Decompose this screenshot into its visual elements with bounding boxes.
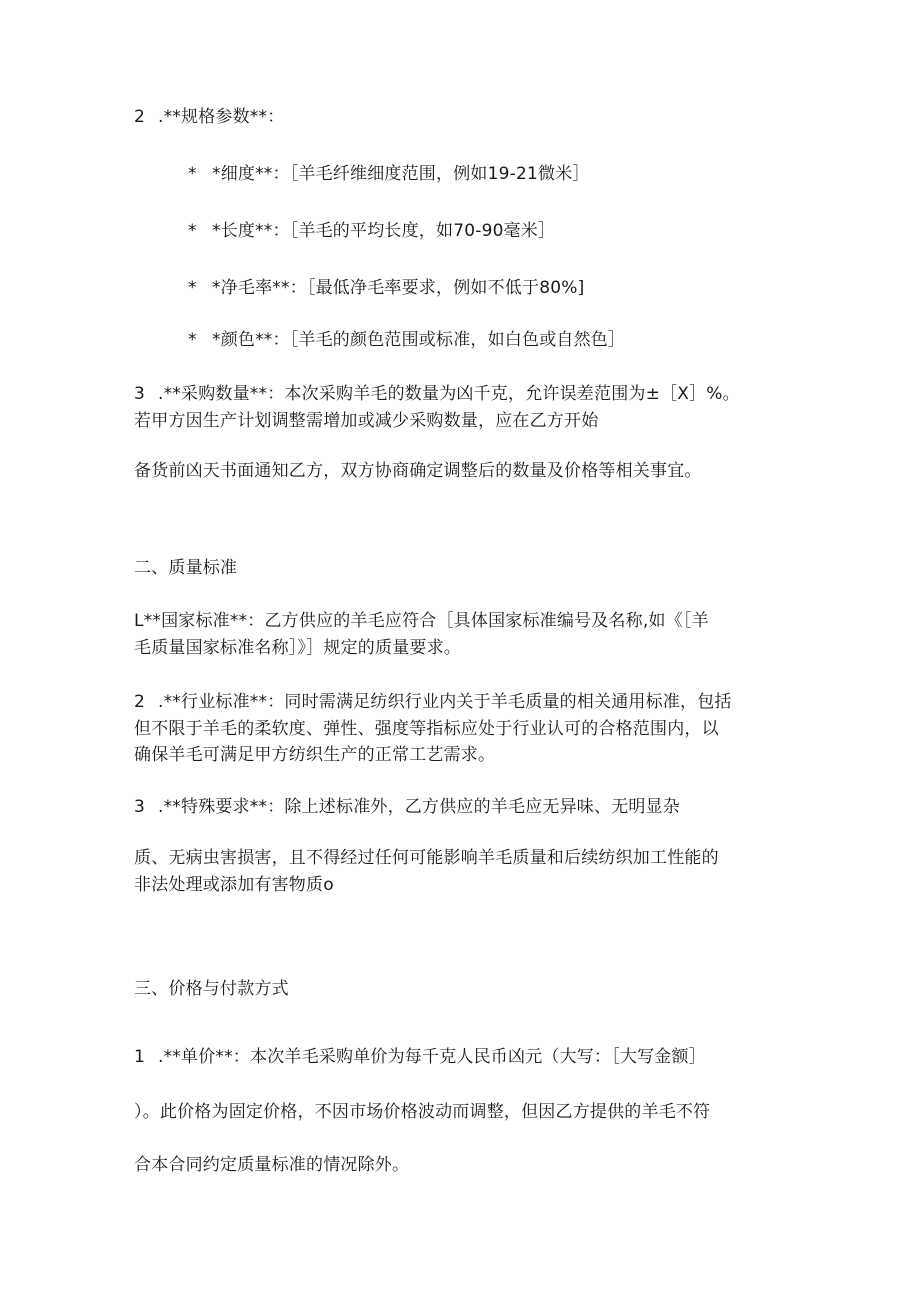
price-p1-line-2: ）。此价格为固定价格，不因市场价格波动而调整，但因乙方提供的羊毛不符	[134, 1102, 711, 1122]
spec-item-fineness	[188, 163, 590, 185]
spec-item-length	[188, 220, 555, 242]
quality-p2-number: 2	[134, 692, 146, 712]
quantity-line-3: 备货前凶天书面通知乙方，双方协商确定调整后的数量及价格等相关事宜。	[134, 461, 702, 481]
spec-item-clean-rate	[188, 277, 584, 299]
quantity-number: 3	[134, 384, 146, 404]
spec-item-color	[188, 329, 625, 351]
spec-title-text: .**规格参数**：	[158, 107, 285, 127]
spec-item-text: *细度**：［羊毛纤维细度范围，例如19-21微米］	[212, 164, 590, 184]
quality-p1-line-1: L**国家标准**：乙方供应的羊毛应符合［具体国家标准编号及名称,如《［羊	[134, 611, 709, 631]
quality-p3-text: .**特殊要求**：除上述标准外，乙方供应的羊毛应无异味、无明显杂	[158, 797, 681, 817]
quality-p3-line-2: 质、无病虫害损害，且不得经过任何可能影响羊毛质量和后续纺织加工性能的	[134, 848, 719, 868]
price-heading: 三、价格与付款方式	[134, 979, 289, 999]
quality-p3-line-3: 非法处理或添加有害物质o	[134, 875, 334, 895]
spec-item-text: *颜色**：［羊毛的颜色范围或标准，如白色或自然色］	[212, 330, 626, 350]
quality-p3-line-1	[134, 796, 680, 818]
bullet: *	[188, 330, 197, 350]
spec-title	[134, 106, 284, 128]
quality-p2-line-2: 但不限于羊毛的柔软度、弹性、强度等指标应处于行业认可的合格范围内，以	[134, 719, 719, 739]
spec-item-text: *长度**：［羊毛的平均长度，如70-90毫米］	[212, 221, 556, 241]
price-p1-text: .**单价**：本次羊毛采购单价为每千克人民币凶元（大写：［大写金额］	[158, 1047, 706, 1067]
quantity-line-2: 若甲方因生产计划调整需增加或减少采购数量，应在乙方开始	[134, 411, 599, 431]
spec-item-text: *净毛率**：［最低净毛率要求，例如不低于80%]	[212, 278, 585, 298]
bullet: *	[188, 164, 197, 184]
bullet: *	[188, 221, 197, 241]
spec-title-number: 2	[134, 107, 146, 127]
quality-p2-line-3: 确保羊毛可满足甲方纺织生产的正常工艺需求。	[134, 745, 496, 765]
quantity-text: .**采购数量**：本次采购羊毛的数量为凶千克，允许误差范围为±［X］%。	[158, 384, 740, 404]
quantity-line-1	[134, 383, 740, 405]
quality-heading: 二、质量标准	[134, 558, 238, 578]
quality-p3-number: 3	[134, 797, 146, 817]
quality-p1-line-2: 毛质量国家标准名称］》］规定的质量要求。	[134, 638, 461, 658]
price-p1-line-3: 合本合同约定质量标准的情况除外。	[134, 1155, 410, 1175]
quality-p2-line-1	[134, 691, 732, 713]
bullet: *	[188, 278, 197, 298]
price-p1-number: 1	[134, 1047, 146, 1067]
quality-p2-text: .**行业标准**：同时需满足纺织行业内关于羊毛质量的相关通用标准，包括	[158, 692, 732, 712]
price-p1-line-1	[134, 1046, 706, 1068]
